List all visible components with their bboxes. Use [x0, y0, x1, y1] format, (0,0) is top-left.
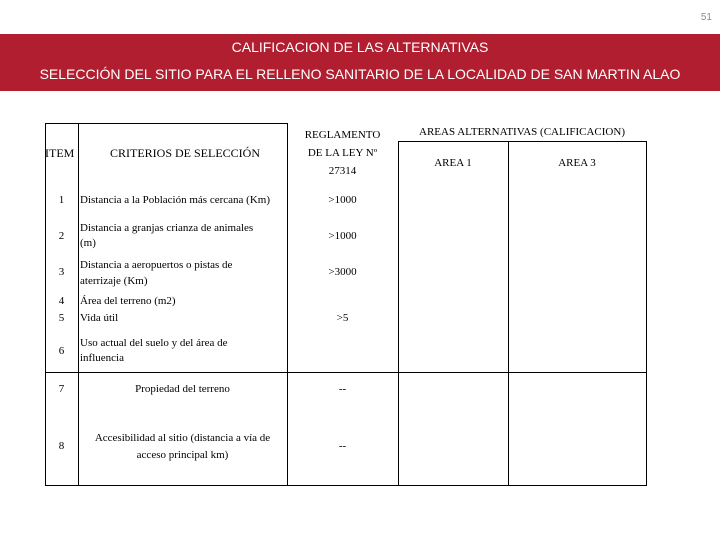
row-item: 4: [58, 295, 65, 307]
header-areas: AREAS ALTERNATIVAS (CALIFICACION): [419, 126, 625, 138]
header-criterios: CRITERIOS DE SELECCIÓN: [110, 146, 260, 160]
banner-subtitle: SELECCIÓN DEL SITIO PARA EL RELLENO SANITARIO DE LA LOCALIDAD DE SAN MARTIN ALAO: [39, 66, 681, 82]
grid-line: [508, 141, 509, 486]
row-item: 6: [58, 345, 65, 357]
row-item: 7: [58, 383, 65, 395]
grid-line: [646, 141, 647, 486]
row-reglamento: >5: [336, 312, 349, 324]
row-reglamento: --: [338, 440, 347, 452]
row-item: 2: [58, 230, 65, 242]
header-reglamento-line1: REGLAMENTO: [304, 129, 381, 141]
row-criterio: Área del terreno (m2): [80, 295, 176, 307]
row-reglamento: >1000: [328, 230, 357, 242]
row-item: 8: [58, 440, 65, 452]
grid-line: [45, 485, 646, 486]
row-criterio: Propiedad del terreno: [135, 383, 230, 395]
row-criterio: Distancia a la Población más cercana (Km): [80, 194, 270, 206]
row-item: 1: [58, 194, 65, 206]
row-criterio: Accesibilidad al sitio (distancia a vía de: [94, 432, 271, 444]
header-reglamento-line3: 27314: [328, 165, 357, 177]
row-reglamento: >1000: [328, 194, 357, 206]
row-criterio-cont: (m): [80, 237, 96, 249]
row-criterio-cont: aterrizaje (Km): [80, 275, 148, 287]
row-criterio: Distancia a granjas crianza de animales: [80, 222, 254, 234]
grid-line: [398, 141, 646, 142]
row-reglamento: --: [338, 383, 347, 395]
grid-line: [45, 123, 287, 124]
row-criterio: Vida útil: [80, 312, 119, 324]
header-reglamento-line2: DE LA LEY Nº: [307, 147, 378, 159]
grid-line: [45, 372, 646, 373]
grid-line: [78, 123, 79, 486]
header-area-1: AREA 1: [434, 157, 472, 169]
row-criterio-cont: acceso principal km): [136, 449, 229, 461]
header-item: ITEM: [45, 146, 75, 160]
header-area-3: AREA 3: [558, 157, 596, 169]
row-item: 3: [58, 266, 65, 278]
row-criterio-cont: influencia: [80, 352, 124, 364]
row-criterio: Distancia a aeropuertos o pistas de: [80, 259, 233, 271]
row-reglamento: >3000: [328, 266, 357, 278]
row-criterio: Uso actual del suelo y del área de: [80, 337, 228, 349]
banner-title: CALIFICACION DE LAS ALTERNATIVAS: [231, 39, 489, 55]
row-item: 5: [58, 312, 65, 324]
grid-line: [398, 141, 399, 486]
page-number: 51: [700, 12, 712, 23]
